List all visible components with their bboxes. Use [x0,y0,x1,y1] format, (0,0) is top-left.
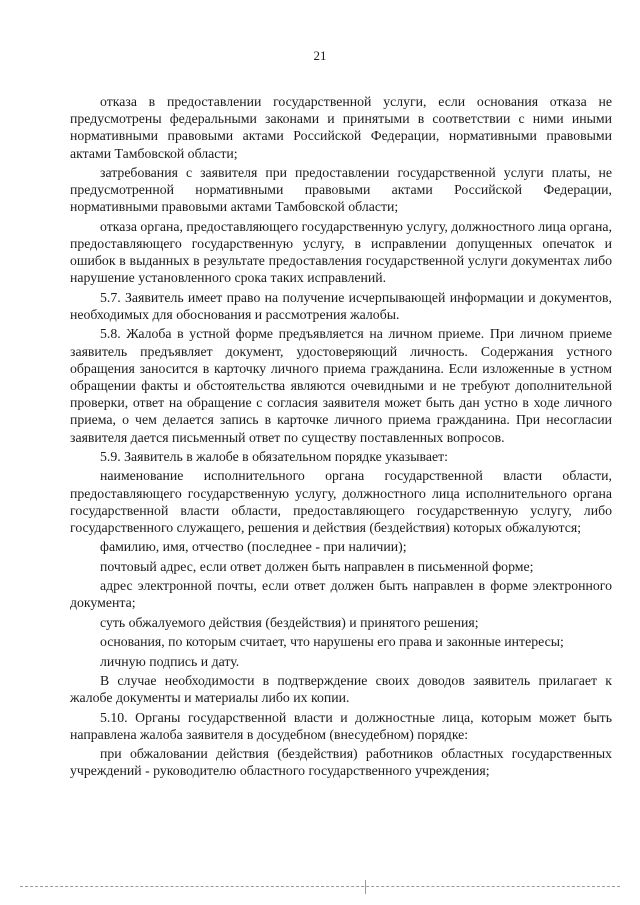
footer-divider [20,886,620,887]
paragraph: фамилию, имя, отчество (последнее - при наличии); [100,539,407,555]
paragraph: 5.10. Органы государственной власти и должностные лица, которым может быть направлена жалоба заявителя в досудебном (внесудебном) порядке: [70,709,612,742]
footer-tick-mark [365,880,366,894]
paragraph: почтовый адрес, если ответ должен быть направлен в письменной форме; [100,558,534,574]
paragraph: 5.7. Заявитель имеет право на получение исчерпывающей информации и документов, необходимых для обоснования и рассмотрения жалобы. [70,289,612,322]
paragraph: адрес электронной почты, если ответ должен быть направлен в форме электронного документа; [70,578,612,611]
paragraph: отказа органа, предоставляющего государственную услугу, должностного лица органа, предоставляющего государственную услугу, в исправлении допущенных опечаток и ошибок в выданных в результате предоставления государственной услуги документах либо нарушение установленного срока таких исправлений. [70,218,612,286]
paragraph: основания, по которым считает, что нарушены его права и законные интересы; [100,634,564,650]
page-number: 21 [313,48,327,63]
document-body [70,93,612,782]
paragraph: суть обжалуемого действия (бездействия) и принятого решения; [100,614,479,630]
paragraph: 5.8. Жалоба в устной форме предъявляется на личном приеме. При личном приеме заявитель предъявляет документ, удостоверяющий личность. Содержания устного обращения заносится в карточку личного приема гражданина. Если изложенные в устном обращении факты и обстоятельства являются очевидными и не требуют дополнительной проверки, ответ на обращение с согласия заявителя может быть дан устно в ходе личного приема, о чем делается запись в карточке личного приема гражданина. При несогласии заявителя дается письменный ответ по существу поставленных вопросов. [70,326,612,445]
paragraph: затребования с заявителя при предоставлении государственной услуги платы, не предусмотренной нормативными правовыми актами Российской Федерации, нормативными правовыми актами Тамбовской области; [70,165,612,215]
paragraph: отказа в предоставлении государственной услуги, если основания отказа не предусмотрены федеральными законами и принятыми в соответствии с ними иными нормативными правовыми актами Российской Федерации, нормативными правовыми актами Тамбовской области; [70,94,612,161]
paragraph: при обжаловании действия (бездействия) работников областных государственных учреждений - руководителю областного государственного учреждения; [70,746,612,779]
paragraph: наименование исполнительного органа государственной власти области, предоставляющего государственную услугу, должностного лица исполнительного органа государственной власти области, предоставляющего государственную услугу, либо государственного служащего, решения и действия (бездействия) которых обжалуются; [70,468,612,535]
paragraph: личную подпись и дату. [100,653,240,669]
paragraph: В случае необходимости в подтверждение своих доводов заявитель прилагает к жалобе документы и материалы либо их копии. [70,672,612,706]
paragraph: 5.9. Заявитель в жалобе в обязательном порядке указывает: [100,449,448,464]
